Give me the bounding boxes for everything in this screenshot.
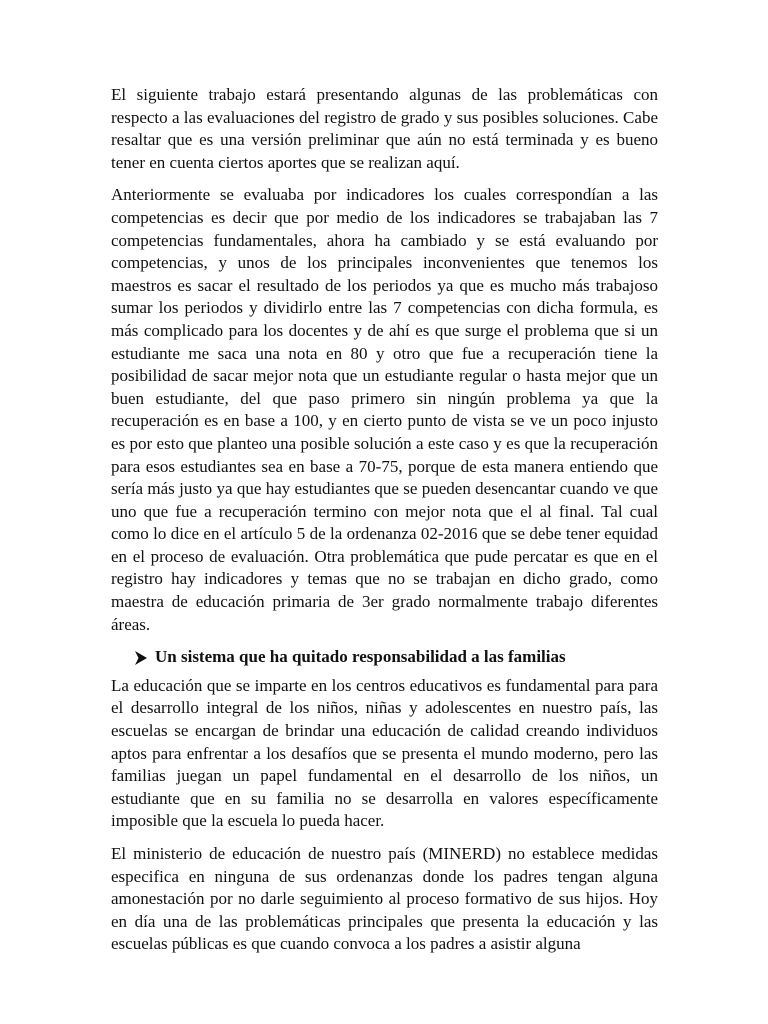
paragraph-education-family: La educación que se imparte en los centros educativos es fundamental para para el desarrollo integral de los niños, niñas y adolescentes en nuestro país, las escuelas se encargan de brindar una educación de calidad creando individuos aptos para enfrentar a los desafíos que se presenta el mundo moderno, pero las familias juegan un papel fundamental en el desarrollo de los niños, un estudiante que en su familia no se desarrolla en valores específicamente imposible que la escuela lo pueda hacer. [111, 675, 658, 831]
document-page [111, 84, 658, 966]
paragraph-minerd: El ministerio de educación de nuestro país (MINERD) no establece medidas especifica en ninguna de sus ordenanzas donde los padres tengan alguna amonestación por no darle seguimiento al proceso formativo de sus hijos. Hoy en día una de las problemáticas principales que presenta la educación y las escuelas públicas es que cuando convoca a los padres a asistir alguna [111, 844, 658, 954]
section-heading-text: Un sistema que ha quitado responsabilidad a las familias [155, 647, 566, 667]
paragraph-intro: El siguiente trabajo estará presentando algunas de las problemáticas con respecto a las evaluaciones del registro de grado y sus posibles soluciones. Cabe resaltar que es una versión preliminar que aún no está terminada y es bueno tener en cuenta ciertos aportes que se realizan aquí. [111, 85, 658, 172]
section-heading [111, 646, 658, 669]
arrowhead-bullet-icon [133, 650, 149, 666]
paragraph-evaluation-problem: Anteriormente se evaluaba por indicadores los cuales correspondían a las competencias es decir que por medio de los indicadores se trabajaban las 7 competencias fundamentales, ahora ha cambiado y se está evaluando por competencias, y unos de los principales inconvenientes que tenemos los maestros es sacar el resultado de los periodos ya que es mucho más trabajoso sumar los periodos y dividirlo entre las 7 competencias con dicha formula, es más complicado para los docentes y de ahí es que surge el problema que si un estudiante me saca una nota en 80 y otro que fue a recuperación tiene la posibilidad de sacar mejor nota que un estudiante regular o hasta mejor que un buen estudiante, del que paso primero sin ningún problema ya que la recuperación es en base a 100, y en cierto punto de vista se ve un poco injusto es por esto que planteo una posible solución a este caso y es que la recuperación para esos estudiantes sea en base a 70-75, porque de esta manera entiendo que sería más justo ya que hay estudiantes que se pueden desencantar cuando ve que uno que fue a recuperación termino con mejor nota que el al final. Tal cual como lo dice en el artículo 5 de la ordenanza 02-2016 que se debe tener equidad en el proceso de evaluación. Otra problemática que pude percatar es que en el registro hay indicadores y temas que no se trabajan en dicho grado, como maestra de educación primaria de 3er grado normalmente trabajo diferentes áreas. [111, 185, 658, 634]
